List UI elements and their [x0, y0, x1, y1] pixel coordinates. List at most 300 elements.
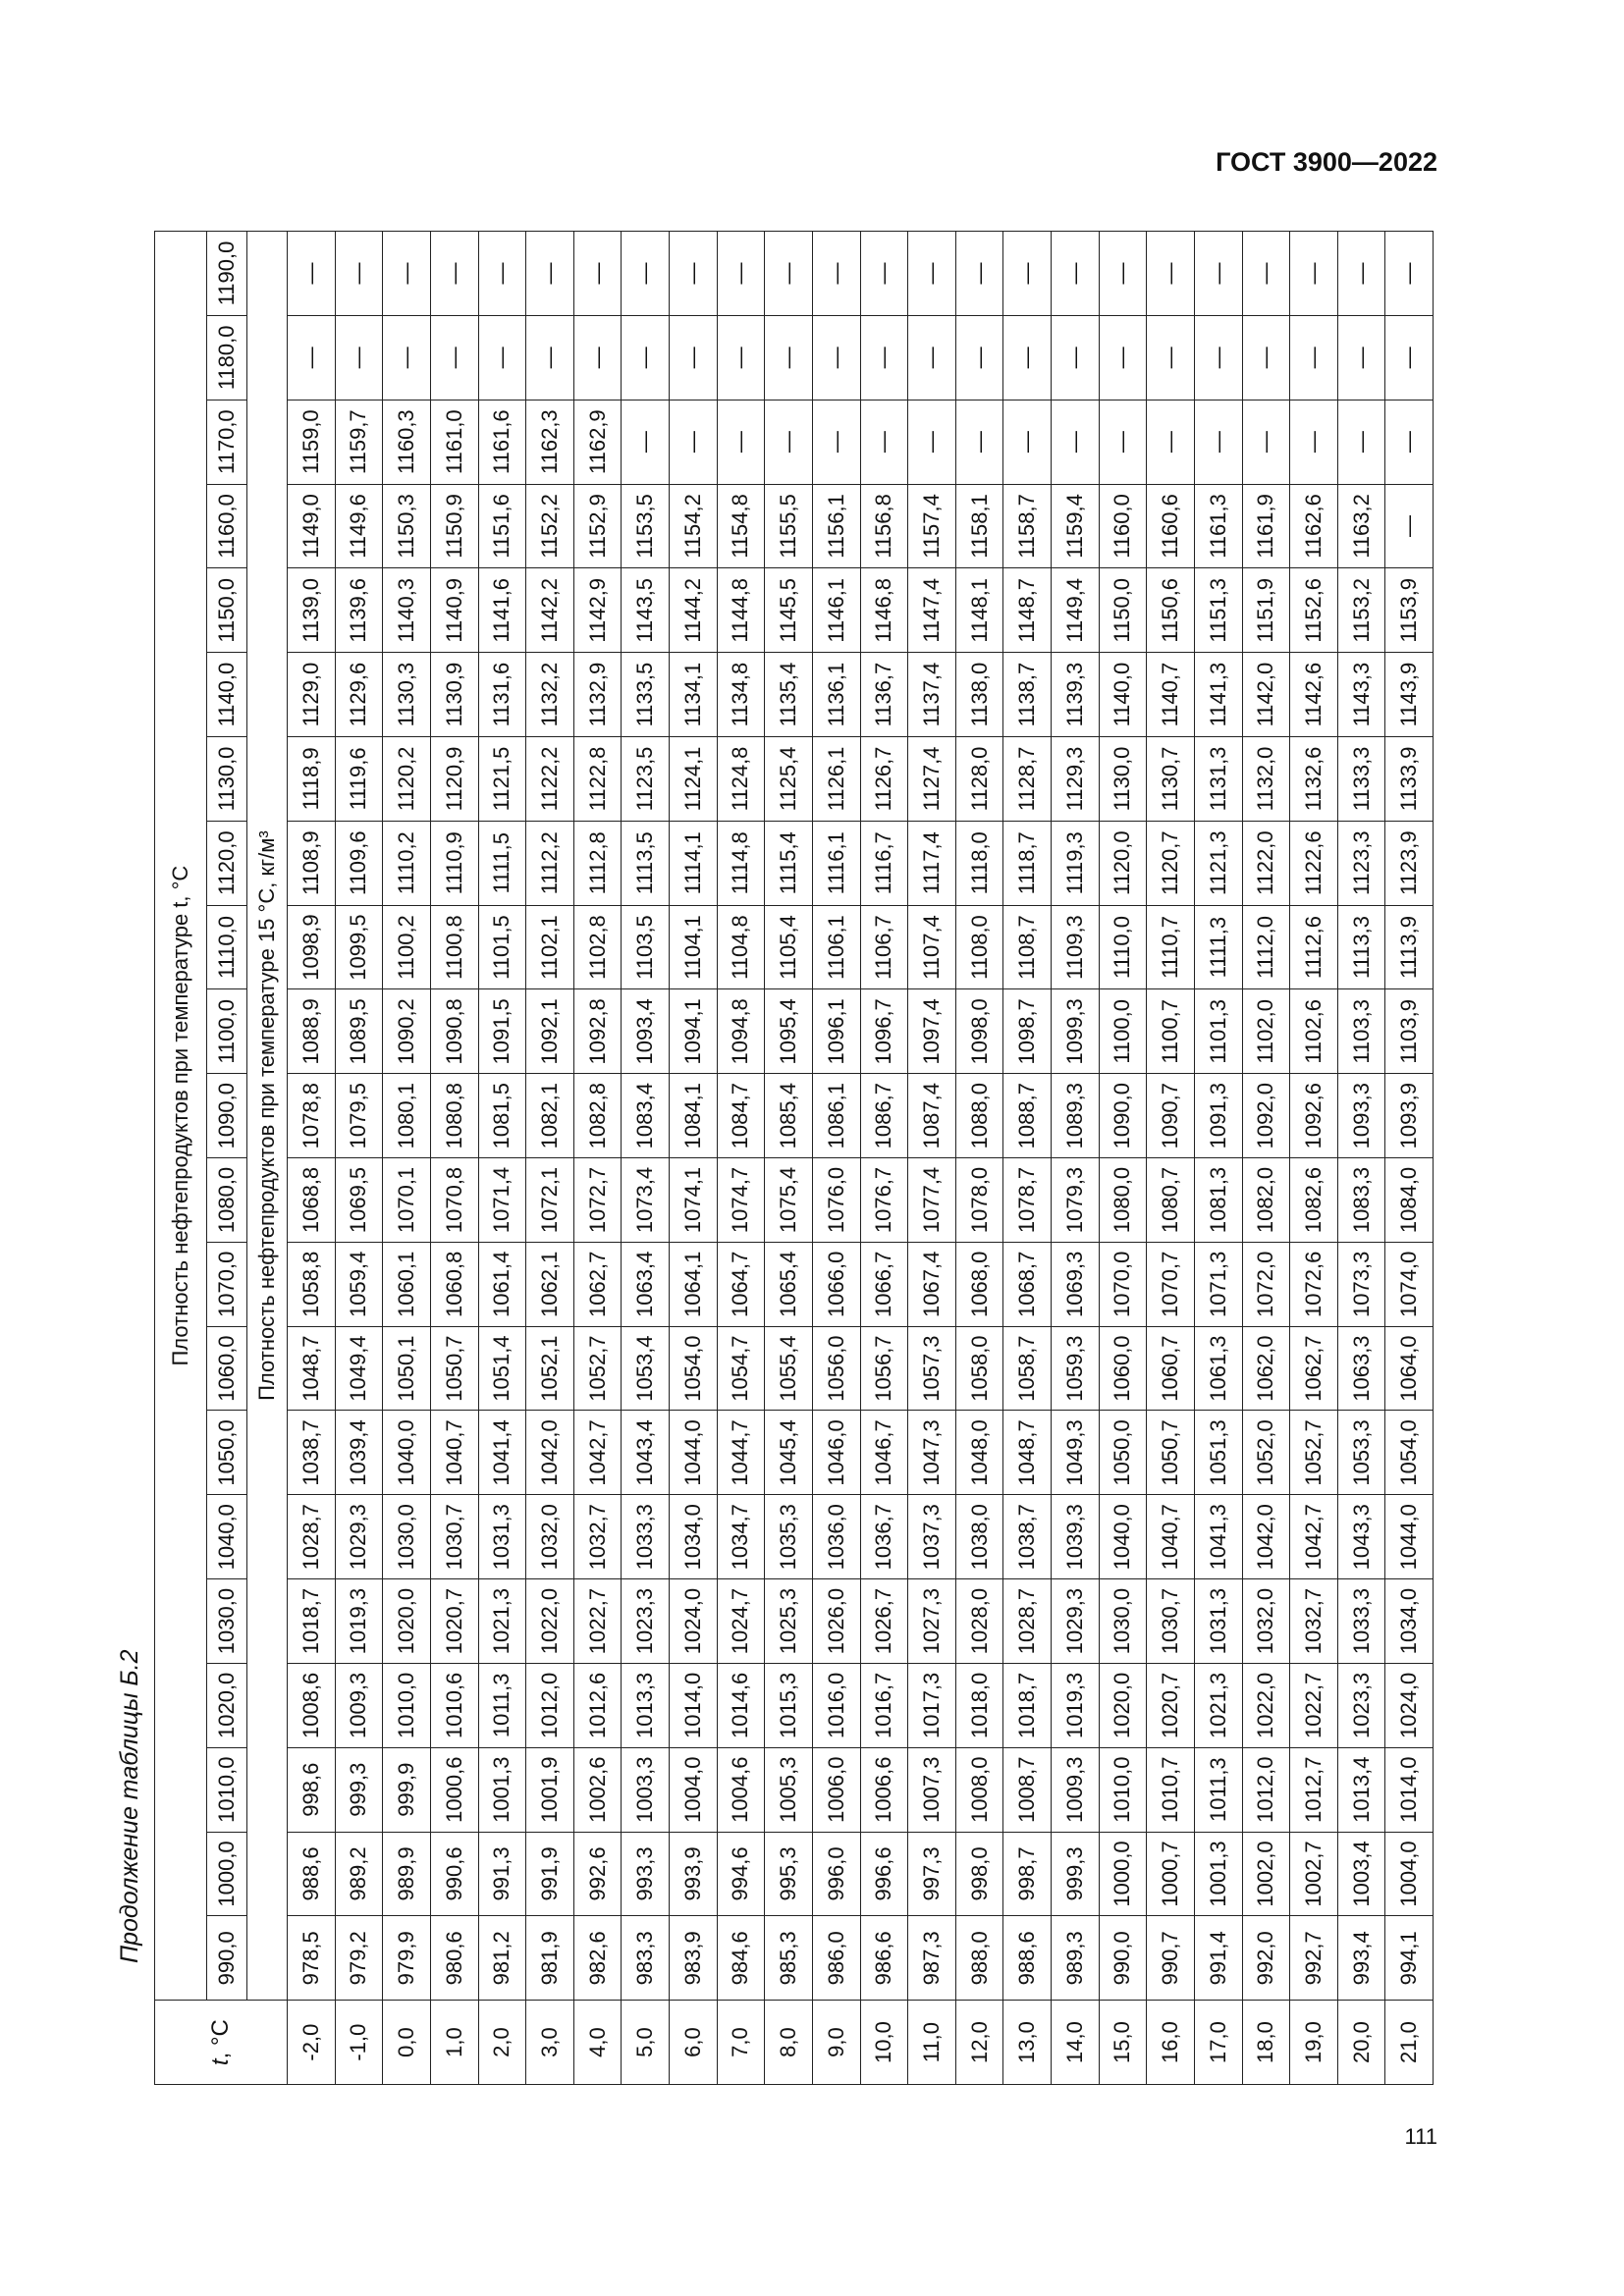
- density-cell: 1090,7: [1147, 1074, 1195, 1158]
- density-cell: 1122,8: [573, 737, 622, 822]
- density-cell: 1112,6: [1290, 905, 1338, 989]
- temperature-cell: 1,0: [430, 2001, 478, 2085]
- density-cell: 1020,0: [1099, 1663, 1147, 1747]
- temperature-cell: 19,0: [1290, 2001, 1338, 2085]
- density-cell: 1078,7: [1003, 1158, 1052, 1243]
- density-cell: 1030,7: [430, 1495, 478, 1579]
- density-cell: —: [1099, 315, 1147, 400]
- density-cell: 1054,0: [1385, 1411, 1434, 1495]
- table-row: [383, 232, 431, 2085]
- density-cell: 1006,0: [812, 1747, 860, 1832]
- table-row: [1337, 232, 1385, 2085]
- density-cell: 1100,0: [1099, 989, 1147, 1074]
- group-header: Плотность нефтепродуктов при температуре t, °С: [155, 232, 207, 2001]
- density-cell: 997,3: [908, 1832, 956, 1916]
- density-cell: 1071,3: [1194, 1242, 1242, 1326]
- density-cell: 1068,8: [288, 1158, 336, 1243]
- table-row: [1385, 232, 1434, 2085]
- density-cell: 1130,9: [430, 653, 478, 737]
- density-cell: 1061,3: [1194, 1326, 1242, 1411]
- density-cell: 991,9: [526, 1832, 574, 1916]
- density-cell: 1144,8: [717, 568, 765, 653]
- density-cell: 1128,0: [955, 737, 1003, 822]
- density-cell: 1018,7: [288, 1579, 336, 1664]
- density-cell: —: [1147, 315, 1195, 400]
- density-cell: 1012,0: [526, 1663, 574, 1747]
- density-cell: 985,3: [765, 1916, 813, 2001]
- density-cell: 988,6: [288, 1832, 336, 1916]
- density-cell: 1004,0: [670, 1747, 718, 1832]
- table-body: [288, 232, 1434, 2085]
- density-cell: 1044,0: [670, 1411, 718, 1495]
- density-cell: 1103,9: [1385, 989, 1434, 1074]
- density-cell: 1132,6: [1290, 737, 1338, 822]
- density-cell: 1150,3: [383, 484, 431, 568]
- density-cell: 1004,6: [717, 1747, 765, 1832]
- density-cell: 1162,9: [573, 400, 622, 484]
- density-cell: 1000,7: [1147, 1832, 1195, 1916]
- temperature-cell: 10,0: [860, 2001, 908, 2085]
- density-cell: 1117,4: [908, 821, 956, 905]
- density-cell: 1069,3: [1052, 1242, 1100, 1326]
- density-cell: 1106,7: [860, 905, 908, 989]
- density-cell: 1070,7: [1147, 1242, 1195, 1326]
- density-cell: 1012,6: [573, 1663, 622, 1747]
- density-cell: 1015,3: [765, 1663, 813, 1747]
- density-cell: 1126,7: [860, 737, 908, 822]
- density-cell: —: [860, 232, 908, 316]
- density-cell: 993,3: [622, 1832, 670, 1916]
- density-cell: —: [670, 315, 718, 400]
- density-cell: 1143,5: [622, 568, 670, 653]
- density-cell: 1123,5: [622, 737, 670, 822]
- density-cell: 999,3: [335, 1747, 383, 1832]
- density-cell: 1086,7: [860, 1074, 908, 1158]
- density-cell: 1140,3: [383, 568, 431, 653]
- density-cell: 1010,7: [1147, 1747, 1195, 1832]
- density-cell: —: [1337, 315, 1385, 400]
- density-cell: 1056,7: [860, 1326, 908, 1411]
- density-cell: 1076,7: [860, 1158, 908, 1243]
- density-cell: 1063,4: [622, 1242, 670, 1326]
- table-row: [335, 232, 383, 2085]
- density-cell: —: [526, 315, 574, 400]
- density-cell: —: [1242, 315, 1290, 400]
- density-cell: 1070,8: [430, 1158, 478, 1243]
- density-cell: 1039,3: [1052, 1495, 1100, 1579]
- column-header-cell: 1120,0: [207, 821, 247, 905]
- density-cell: —: [717, 400, 765, 484]
- density-cell: 1024,0: [670, 1579, 718, 1664]
- density-cell: 1029,3: [335, 1495, 383, 1579]
- table-row: [812, 232, 860, 2085]
- density-table: [154, 231, 1434, 2085]
- density-cell: 1078,0: [955, 1158, 1003, 1243]
- density-cell: 1040,0: [383, 1411, 431, 1495]
- density-cell: —: [1194, 315, 1242, 400]
- density-cell: 1149,6: [335, 484, 383, 568]
- density-cell: 1052,0: [1242, 1411, 1290, 1495]
- temperature-cell: 2,0: [478, 2001, 526, 2085]
- density-cell: 1012,7: [1290, 1747, 1338, 1832]
- density-cell: 1113,9: [1385, 905, 1434, 989]
- temperature-cell: -1,0: [335, 2001, 383, 2085]
- density-cell: 1119,3: [1052, 821, 1100, 905]
- density-cell: 1032,0: [526, 1495, 574, 1579]
- density-cell: 1097,4: [908, 989, 956, 1074]
- density-cell: 1069,5: [335, 1158, 383, 1243]
- table-row: [908, 232, 956, 2085]
- density-cell: 1140,7: [1147, 653, 1195, 737]
- density-cell: —: [908, 232, 956, 316]
- table-row: [1242, 232, 1290, 2085]
- density-cell: 1004,0: [1385, 1832, 1434, 1916]
- density-cell: 1011,3: [478, 1663, 526, 1747]
- density-cell: 1140,0: [1099, 653, 1147, 737]
- density-cell: 1001,9: [526, 1747, 574, 1832]
- density-cell: 1023,3: [622, 1579, 670, 1664]
- temperature-cell: 15,0: [1099, 2001, 1147, 2085]
- column-header-cell: 1050,0: [207, 1411, 247, 1495]
- density-cell: 1081,3: [1194, 1158, 1242, 1243]
- density-cell: 1028,7: [1003, 1579, 1052, 1664]
- density-cell: 1086,1: [812, 1074, 860, 1158]
- density-cell: 1049,3: [1052, 1411, 1100, 1495]
- density-cell: 981,9: [526, 1916, 574, 2001]
- density-cell: 1151,3: [1194, 568, 1242, 653]
- density-cell: 1038,0: [955, 1495, 1003, 1579]
- density-cell: 1027,3: [908, 1579, 956, 1664]
- standard-header: ГОСТ 3900—2022: [1216, 147, 1437, 177]
- density-cell: 1033,3: [1337, 1579, 1385, 1664]
- density-cell: 1112,0: [1242, 905, 1290, 989]
- density-cell: 1046,0: [812, 1411, 860, 1495]
- density-cell: 1059,4: [335, 1242, 383, 1326]
- density-cell: 991,4: [1194, 1916, 1242, 2001]
- density-cell: 1030,0: [1099, 1579, 1147, 1664]
- density-cell: 1093,3: [1337, 1074, 1385, 1158]
- density-cell: 1008,0: [955, 1747, 1003, 1832]
- density-cell: 999,9: [383, 1747, 431, 1832]
- density-cell: 1034,7: [717, 1495, 765, 1579]
- density-cell: 1096,1: [812, 989, 860, 1074]
- density-cell: 1052,7: [1290, 1411, 1338, 1495]
- density-cell: 983,9: [670, 1916, 718, 2001]
- density-cell: —: [1337, 232, 1385, 316]
- density-cell: 1085,4: [765, 1074, 813, 1158]
- density-cell: 1052,7: [573, 1326, 622, 1411]
- density-cell: 1072,6: [1290, 1242, 1338, 1326]
- density-cell: —: [812, 400, 860, 484]
- density-cell: 981,2: [478, 1916, 526, 2001]
- density-cell: 1102,6: [1290, 989, 1338, 1074]
- table-row: [1052, 232, 1100, 2085]
- density-cell: 1108,0: [955, 905, 1003, 989]
- density-cell: 1065,4: [765, 1242, 813, 1326]
- density-cell: 1011,3: [1194, 1747, 1242, 1832]
- density-cell: —: [955, 315, 1003, 400]
- table-row: [1290, 232, 1338, 2085]
- density-cell: 990,6: [430, 1832, 478, 1916]
- density-cell: 1044,0: [1385, 1495, 1434, 1579]
- density-cell: 1150,0: [1099, 568, 1147, 653]
- density-cell: 1123,9: [1385, 821, 1434, 905]
- density-cell: 1078,8: [288, 1074, 336, 1158]
- density-cell: —: [573, 315, 622, 400]
- density-cell: 1110,9: [430, 821, 478, 905]
- density-cell: —: [1385, 400, 1434, 484]
- density-cell: —: [765, 400, 813, 484]
- density-cell: 1051,4: [478, 1326, 526, 1411]
- density-cell: 993,9: [670, 1832, 718, 1916]
- density-cell: 1155,5: [765, 484, 813, 568]
- density-cell: 1142,2: [526, 568, 574, 653]
- density-cell: 1096,7: [860, 989, 908, 1074]
- density-cell: 1110,0: [1099, 905, 1147, 989]
- density-cell: —: [955, 232, 1003, 316]
- density-cell: 1013,3: [622, 1663, 670, 1747]
- density-cell: 999,3: [1052, 1832, 1100, 1916]
- density-cell: 1064,7: [717, 1242, 765, 1326]
- density-cell: 1073,3: [1337, 1242, 1385, 1326]
- density-cell: 1025,3: [765, 1579, 813, 1664]
- density-cell: 1083,4: [622, 1074, 670, 1158]
- density-cell: 1129,0: [288, 653, 336, 737]
- density-cell: 1090,2: [383, 989, 431, 1074]
- density-cell: 1007,3: [908, 1747, 956, 1832]
- density-cell: 1151,6: [478, 484, 526, 568]
- density-cell: 1108,7: [1003, 905, 1052, 989]
- density-cell: 1152,2: [526, 484, 574, 568]
- density-cell: 1002,0: [1242, 1832, 1290, 1916]
- density-cell: 1146,1: [812, 568, 860, 653]
- density-cell: 990,0: [1099, 1916, 1147, 2001]
- density-cell: 1148,7: [1003, 568, 1052, 653]
- density-cell: 1112,8: [573, 821, 622, 905]
- density-cell: 1026,7: [860, 1579, 908, 1664]
- density-cell: 1151,9: [1242, 568, 1290, 653]
- density-cell: 1072,0: [1242, 1242, 1290, 1326]
- density-cell: —: [1147, 400, 1195, 484]
- density-cell: 992,6: [573, 1832, 622, 1916]
- density-cell: 1000,6: [430, 1747, 478, 1832]
- density-cell: 1059,3: [1052, 1326, 1100, 1411]
- density-cell: 1073,4: [622, 1158, 670, 1243]
- density-cell: 1084,7: [717, 1074, 765, 1158]
- column-header-cell: 1170,0: [207, 400, 247, 484]
- density-cell: 1035,3: [765, 1495, 813, 1579]
- density-cell: 1120,0: [1099, 821, 1147, 905]
- table-row: [765, 232, 813, 2085]
- density-cell: 1113,5: [622, 821, 670, 905]
- density-cell: 1088,9: [288, 989, 336, 1074]
- density-cell: 1091,5: [478, 989, 526, 1074]
- temperature-cell: 7,0: [717, 2001, 765, 2085]
- density-cell: 1102,8: [573, 905, 622, 989]
- density-cell: 1030,7: [1147, 1579, 1195, 1664]
- density-cell: 990,7: [1147, 1916, 1195, 2001]
- density-cell: 1040,0: [1099, 1495, 1147, 1579]
- density-cell: 1036,0: [812, 1495, 860, 1579]
- density-cell: 1057,3: [908, 1326, 956, 1411]
- density-cell: 1075,4: [765, 1158, 813, 1243]
- density-cell: 1095,4: [765, 989, 813, 1074]
- density-cell: 1163,2: [1337, 484, 1385, 568]
- density-cell: 994,1: [1385, 1916, 1434, 2001]
- density-cell: —: [622, 400, 670, 484]
- density-cell: 1159,0: [288, 400, 336, 484]
- table-row: [1147, 232, 1195, 2085]
- density-cell: 1020,7: [430, 1579, 478, 1664]
- density-cell: 1161,0: [430, 400, 478, 484]
- density-cell: 980,6: [430, 1916, 478, 2001]
- density-cell: 996,6: [860, 1832, 908, 1916]
- density-cell: 1005,3: [765, 1747, 813, 1832]
- density-cell: —: [955, 400, 1003, 484]
- density-cell: 1032,7: [573, 1495, 622, 1579]
- density-cell: 1102,1: [526, 905, 574, 989]
- sub-header: [247, 232, 288, 2001]
- density-cell: 1001,3: [1194, 1832, 1242, 1916]
- density-cell: 1148,1: [955, 568, 1003, 653]
- density-cell: 1060,1: [383, 1242, 431, 1326]
- density-cell: 1109,3: [1052, 905, 1100, 989]
- density-cell: 983,3: [622, 1916, 670, 2001]
- density-cell: 1094,1: [670, 989, 718, 1074]
- density-cell: 1019,3: [335, 1579, 383, 1664]
- density-cell: 998,0: [955, 1832, 1003, 1916]
- density-cell: 1079,5: [335, 1074, 383, 1158]
- temperature-cell: 13,0: [1003, 2001, 1052, 2085]
- density-cell: 1081,5: [478, 1074, 526, 1158]
- density-cell: 1000,0: [1099, 1832, 1147, 1916]
- density-cell: 1141,3: [1194, 653, 1242, 737]
- density-cell: 991,3: [478, 1832, 526, 1916]
- density-cell: —: [1290, 315, 1338, 400]
- density-cell: —: [1385, 232, 1434, 316]
- density-cell: 1022,0: [1242, 1663, 1290, 1747]
- density-cell: 1008,7: [1003, 1747, 1052, 1832]
- density-cell: 1080,7: [1147, 1158, 1195, 1243]
- density-cell: 1032,0: [1242, 1579, 1290, 1664]
- density-cell: 1067,4: [908, 1242, 956, 1326]
- density-cell: 1122,0: [1242, 821, 1290, 905]
- density-cell: —: [383, 315, 431, 400]
- density-cell: 1079,3: [1052, 1158, 1100, 1243]
- density-cell: 1013,4: [1337, 1747, 1385, 1832]
- density-cell: 1066,0: [812, 1242, 860, 1326]
- table-row: [1099, 232, 1147, 2085]
- density-cell: 1099,3: [1052, 989, 1100, 1074]
- density-cell: 1002,7: [1290, 1832, 1338, 1916]
- density-cell: 1162,3: [526, 400, 574, 484]
- density-cell: —: [1147, 232, 1195, 316]
- density-cell: 992,7: [1290, 1916, 1338, 2001]
- density-cell: —: [383, 232, 431, 316]
- density-cell: 1156,8: [860, 484, 908, 568]
- density-cell: 1060,0: [1099, 1326, 1147, 1411]
- rotated-table-container: [154, 231, 1434, 2085]
- density-cell: 1152,6: [1290, 568, 1338, 653]
- density-cell: 1137,4: [908, 653, 956, 737]
- density-cell: 1082,6: [1290, 1158, 1338, 1243]
- density-cell: 1157,4: [908, 484, 956, 568]
- density-cell: 1120,7: [1147, 821, 1195, 905]
- column-header-cell: 1130,0: [207, 737, 247, 822]
- density-cell: 1154,2: [670, 484, 718, 568]
- density-cell: 1152,9: [573, 484, 622, 568]
- t-unit: , °С: [207, 2019, 234, 2059]
- density-cell: 1093,4: [622, 989, 670, 1074]
- density-cell: —: [1242, 400, 1290, 484]
- density-cell: —: [1052, 400, 1100, 484]
- density-cell: 1055,4: [765, 1326, 813, 1411]
- density-cell: 1149,4: [1052, 568, 1100, 653]
- density-cell: —: [908, 315, 956, 400]
- density-cell: 1100,7: [1147, 989, 1195, 1074]
- temperature-cell: 3,0: [526, 2001, 574, 2085]
- density-cell: 1022,7: [1290, 1663, 1338, 1747]
- density-cell: 1104,1: [670, 905, 718, 989]
- density-cell: 1160,0: [1099, 484, 1147, 568]
- density-cell: 1106,1: [812, 905, 860, 989]
- column-header-cell: 1090,0: [207, 1074, 247, 1158]
- density-cell: —: [717, 232, 765, 316]
- density-cell: 1071,4: [478, 1158, 526, 1243]
- density-cell: 1010,0: [1099, 1747, 1147, 1832]
- density-cell: 1031,3: [1194, 1579, 1242, 1664]
- density-cell: 1103,5: [622, 905, 670, 989]
- density-cell: 1028,7: [288, 1495, 336, 1579]
- density-cell: 1045,4: [765, 1411, 813, 1495]
- density-cell: 1048,0: [955, 1411, 1003, 1495]
- column-header-cell: 1100,0: [207, 989, 247, 1074]
- density-cell: —: [526, 232, 574, 316]
- density-cell: 1088,0: [955, 1074, 1003, 1158]
- density-cell: 1143,9: [1385, 653, 1434, 737]
- density-cell: 1082,1: [526, 1074, 574, 1158]
- density-cell: —: [670, 232, 718, 316]
- density-cell: 1118,9: [288, 737, 336, 822]
- density-cell: 1068,7: [1003, 1242, 1052, 1326]
- density-cell: 1150,6: [1147, 568, 1195, 653]
- density-cell: —: [1290, 232, 1338, 316]
- density-cell: 1010,6: [430, 1663, 478, 1747]
- density-cell: 1020,0: [383, 1579, 431, 1664]
- density-cell: —: [1099, 232, 1147, 316]
- density-cell: 1017,3: [908, 1663, 956, 1747]
- density-cell: 1018,7: [1003, 1663, 1052, 1747]
- density-cell: 1050,0: [1099, 1411, 1147, 1495]
- density-cell: 1090,0: [1099, 1074, 1147, 1158]
- density-cell: 1124,1: [670, 737, 718, 822]
- density-cell: 1126,1: [812, 737, 860, 822]
- density-cell: 1114,8: [717, 821, 765, 905]
- density-cell: 1042,7: [1290, 1495, 1338, 1579]
- density-cell: 1156,1: [812, 484, 860, 568]
- density-cell: 1128,7: [1003, 737, 1052, 822]
- density-cell: 1001,3: [478, 1747, 526, 1832]
- density-cell: 978,5: [288, 1916, 336, 2001]
- density-cell: 1139,0: [288, 568, 336, 653]
- density-cell: —: [908, 400, 956, 484]
- density-cell: 1161,6: [478, 400, 526, 484]
- density-cell: 1024,7: [717, 1579, 765, 1664]
- density-cell: 1058,8: [288, 1242, 336, 1326]
- density-cell: 998,6: [288, 1747, 336, 1832]
- column-header-row: [207, 232, 247, 2085]
- density-cell: 1058,7: [1003, 1326, 1052, 1411]
